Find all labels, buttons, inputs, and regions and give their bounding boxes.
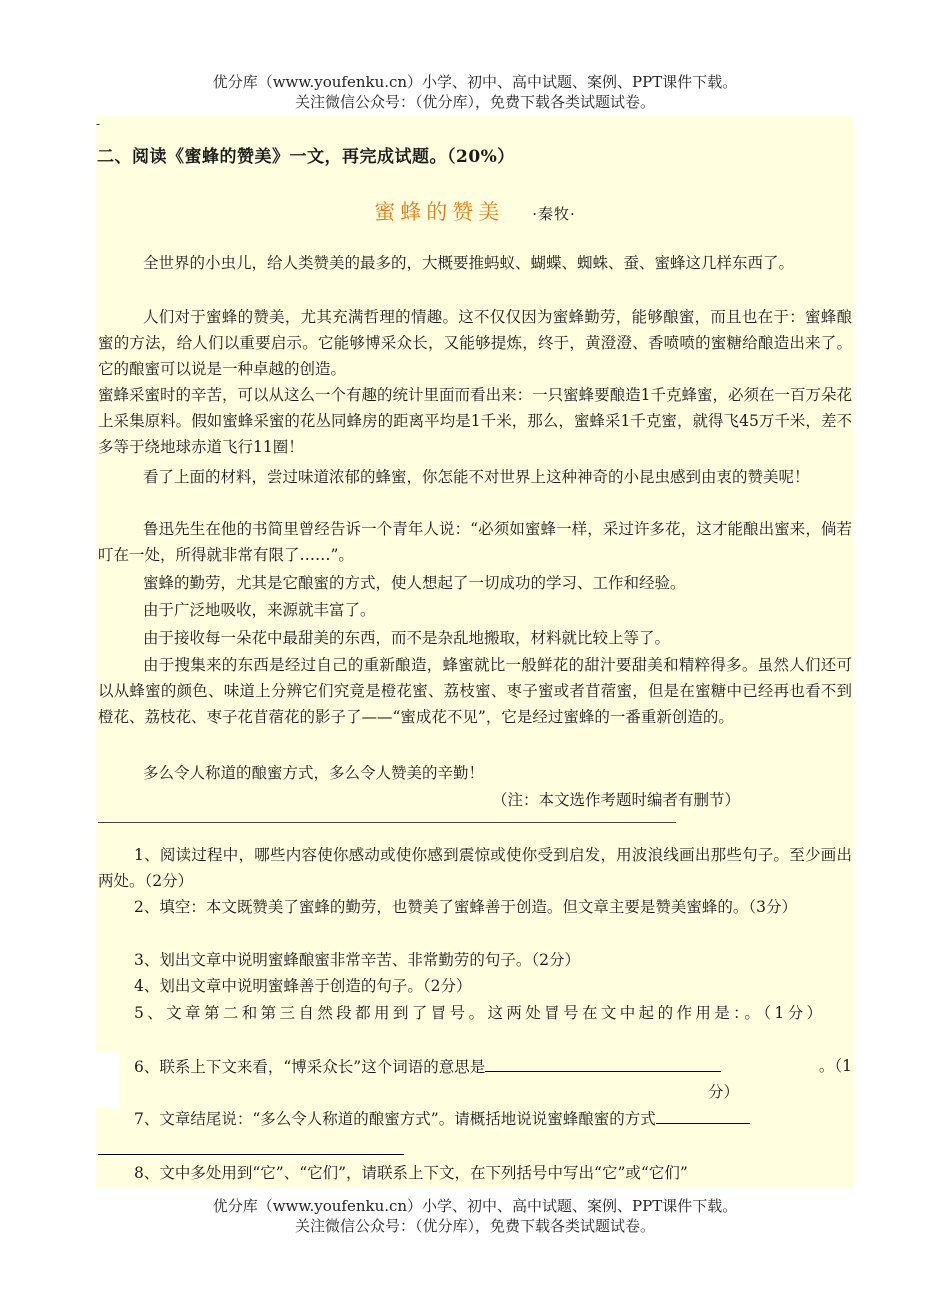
question-6-score: 。（1 — [818, 1057, 852, 1075]
article-paragraph-2: 人们对于蜜蜂的赞美，尤其充满哲理的情趣。这不仅仅因为蜜蜂勤劳，能够酿蜜，而且也在于：蜜蜂酿蜜的方法，给人们以重要启示。它能够博采众长，又能够提炼，终于，黄澄澄、香喷喷的蜜糖给酿造出来了。它的酿蜜可以说是一种卓越的创造。 — [98, 308, 852, 378]
section-title: 二、阅读《蜜蜂的赞美》一文，再完成试题。（20%） — [97, 147, 515, 167]
footer-line-2: 关注微信公众号：（优分库），免费下载各类试题试卷。 — [294, 1217, 655, 1235]
question-6-answer-blank[interactable] — [485, 1053, 721, 1072]
header-line-2: 关注微信公众号：（优分库），免费下载各类试题试卷。 — [294, 93, 655, 111]
question-6-text: 6、联系上下文来看，“博采众长”这个词语的意思是 — [134, 1058, 486, 1076]
header-line-1: 优分库（www.youfenku.cn）小学、初中、高中试题、案例、PPT课件下载。 — [212, 73, 738, 91]
margin-gap — [96, 1051, 120, 1108]
article-paragraph-1: 全世界的小虫儿，给人类赞美的最多的，大概要推蚂蚁、蝴蝶、蜘蛛、蚕、蜜蜂这几样东西了。 — [143, 254, 795, 272]
question-8: 8、文中多处用到“它”、“它们”，请联系上下文，在下列括号中写出“它”或“它们” — [134, 1164, 688, 1182]
article-heading — [0, 196, 950, 226]
stray-mark: - — [96, 117, 101, 131]
article-paragraph-10: 多么令人称道的酿蜜方式，多么令人赞美的辛勤！ — [143, 764, 485, 782]
article-note: （注：本文选作考题时编者有删节） — [491, 791, 740, 809]
question-2: 2、填空：本文既赞美了蜜蜂的勤劳，也赞美了蜜蜂善于创造。但文章主要是赞美蜜蜂的。（3分） — [134, 898, 797, 916]
divider-line — [98, 822, 676, 823]
question-4: 4、划出文章中说明蜜蜂善于创造的句子。（2分） — [134, 977, 472, 995]
question-3: 3、划出文章中说明蜜蜂酿蜜非常辛苦、非常勤劳的句子。（2分） — [134, 951, 580, 969]
article-paragraph-8: 由于接收每一朵花中最甜美的东西，而不是杂乱地搬取，材料就比较上等了。 — [143, 629, 671, 647]
question-7 — [134, 1105, 852, 1132]
article-paragraph-6: 蜜蜂的勤劳，尤其是它酿蜜的方式，使人想起了一切成功的学习、工作和经验。 — [143, 574, 686, 592]
footer-line-1: 优分库（www.youfenku.cn）小学、初中、高中试题、案例、PPT课件下载。 — [212, 1197, 738, 1215]
question-6 — [134, 1053, 852, 1080]
article-paragraph-4: 看了上面的材料，尝过味道浓郁的蜂蜜，你怎能不对世界上这种神奇的小昆虫感到由衷的赞美呢！ — [143, 468, 810, 486]
question-1: 1、阅读过程中，哪些内容使你感动或使你感到震惊或使你受到启发，用波浪线画出那些句子。至少画出两处。（2分） — [98, 846, 852, 890]
article-title: 蜜蜂的赞美 — [374, 200, 505, 224]
question-5: 5、文章第二和第三自然段都用到了冒号。这两处冒号在文中起的作用是：。（1分） — [134, 1004, 826, 1022]
page-header — [0, 72, 950, 112]
question-6-score-end: 分） — [707, 1083, 739, 1101]
article-paragraph-9: 由于搜集来的东西是经过自己的重新酿造，蜂蜜就比一般鲜花的甜汁要甜美和精粹得多。虽然人们还可以从蜂蜜的颜色、味道上分辨它们究竟是橙花蜜、荔枝蜜、枣子蜜或者苜蓿蜜，但是在蜜糖中已经再也看不到橙花、荔枝花、枣子花苜蓿花的影子了——“蜜成花不见”，它是经过蜜蜂的一番重新创造的。 — [98, 656, 852, 726]
question-7-answer-blank[interactable] — [656, 1105, 750, 1124]
question-7-text: 7、文章结尾说：“多么令人称道的酿蜜方式”。请概括地说说蜜蜂酿蜜的方式 — [134, 1110, 656, 1128]
article-paragraph-3: 蜜蜂采蜜时的辛苦，可以从这么一个有趣的统计里面而看出来：一只蜜蜂要酿造1千克蜂蜜，必须在一百万朵花上采集原料。假如蜜蜂采蜜的花丛同蜂房的距离平均是1千米，那么，蜜蜂采1千克蜜，就得飞45万千米，差不多等于绕地球赤道飞行11圈！ — [98, 386, 852, 456]
page-footer — [0, 1196, 950, 1236]
article-author: ·秦牧· — [532, 205, 576, 223]
article-paragraph-5: 鲁迅先生在他的书简里曾经告诉一个青年人说：“必须如蜜蜂一样，采过许多花，这才能酿出蜜来，倘若叮在一处，所得就非常有限了……”。 — [98, 520, 852, 564]
question-7-answer-blank-2[interactable] — [98, 1136, 404, 1155]
article-paragraph-7: 由于广泛地吸收，来源就丰富了。 — [143, 601, 376, 619]
